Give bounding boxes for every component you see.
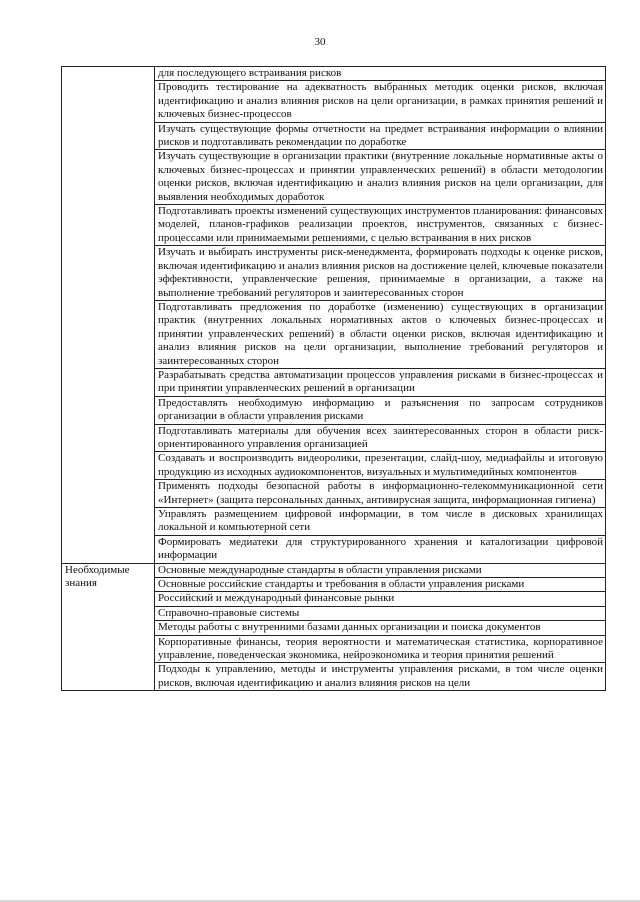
knowledge-text: Корпоративные финансы, теория вероятности и математическая статистика, корпоративное управление, поведенческая экономика, нейроэкономика и теория принятия решений: [155, 635, 606, 663]
skill-text: Применять подходы безопасной работы в информационно-телекоммуникационной сети «Интернет» (защита персональных данных, антивирусная защита, информационная гигиена): [155, 480, 606, 508]
competency-table: [61, 66, 606, 691]
skill-text: Проводить тестирование на адекватность выбранных методик оценки рисков, включая идентификацию и анализ влияния рисков на цели организации, в рамках принятия решений и ключевых бизнес-процессов: [155, 81, 606, 122]
skills-label-cell: [62, 67, 155, 564]
skill-text: для последующего встраивания рисков: [155, 67, 606, 81]
knowledge-text: Справочно-правовые системы: [155, 606, 606, 620]
skill-text: Создавать и воспроизводить видеоролики, презентации, слайд-шоу, медиафайлы и итоговую продукцию из исходных аудиокомпонентов, визуальных и мультимедийных компонентов: [155, 452, 606, 480]
skill-text: Формировать медиатеки для структурированного хранения и каталогизации цифровой информации: [155, 535, 606, 563]
skill-text: Подготавливать предложения по доработке (изменению) существующих в организации практик (внутренних локальных нормативных актов о ключевых бизнес-процессах и принятии управленческих решений) в области оценки рисков, включая идентификацию и анализ влияния рисков на цели организации, выполнение требований регуляторов и заинтересованных сторон: [155, 300, 606, 368]
skill-text: Изучать существующие в организации практики (внутренние локальные нормативные акты о ключевых бизнес-процессах и принятии управленческих решений) в области методологии оценки рисков, включая идентификацию и анализ влияния рисков на цели организации, для выявления необходимых доработок: [155, 150, 606, 205]
skill-text: Разрабатывать средства автоматизации процессов управления рисками в бизнес-процессах и при принятии управленческих решений в организации: [155, 368, 606, 396]
knowledge-text: Подходы к управлению, методы и инструменты управления рисками, в том числе оценки рисков, включая идентификацию и анализ влияния рисков на цели: [155, 663, 606, 691]
knowledge-text: Основные международные стандарты в области управления рисками: [155, 563, 606, 577]
skill-text: Предоставлять необходимую информацию и разъяснения по запросам сотрудников организации в области управления рисками: [155, 396, 606, 424]
skill-row: [62, 67, 606, 81]
knowledge-text: Методы работы с внутренними базами данных организации и поиска документов: [155, 621, 606, 635]
skill-text: Изучать и выбирать инструменты риск-менеджмента, формировать подходы к оценке рисков, включая идентификацию и анализ влияния рисков на достижение целей, ключевые показатели эффективности, управленческие решения, принимаемые в организации, а также на выполнение требований регуляторов и заинтересованных сторон: [155, 246, 606, 301]
skill-text: Управлять размещением цифровой информации, в том числе в дисковых хранилищах локальной и компьютерной сети: [155, 508, 606, 536]
knowledge-text: Основные российские стандарты и требования в области управления рисками: [155, 578, 606, 592]
knowledge-text: Российский и международный финансовые рынки: [155, 592, 606, 606]
skill-text: Подготавливать материалы для обучения всех заинтересованных сторон в области риск-ориентированного управления организацией: [155, 424, 606, 452]
page-number: 30: [314, 36, 326, 48]
table-body: [62, 67, 606, 691]
skill-text: Подготавливать проекты изменений существующих инструментов планирования: финансовых моделей, планов-графиков реализации проектов, инструментов, связанных с бизнес-процессами или принимаемыми решениями, с целью встраивания в них рисков: [155, 205, 606, 246]
knowledge-label: Необходимые знания: [62, 563, 155, 691]
skill-text: Изучать существующие формы отчетности на предмет встраивания информации о влиянии рисков и подготавливать рекомендации по доработке: [155, 122, 606, 150]
knowledge-row: [62, 563, 606, 577]
